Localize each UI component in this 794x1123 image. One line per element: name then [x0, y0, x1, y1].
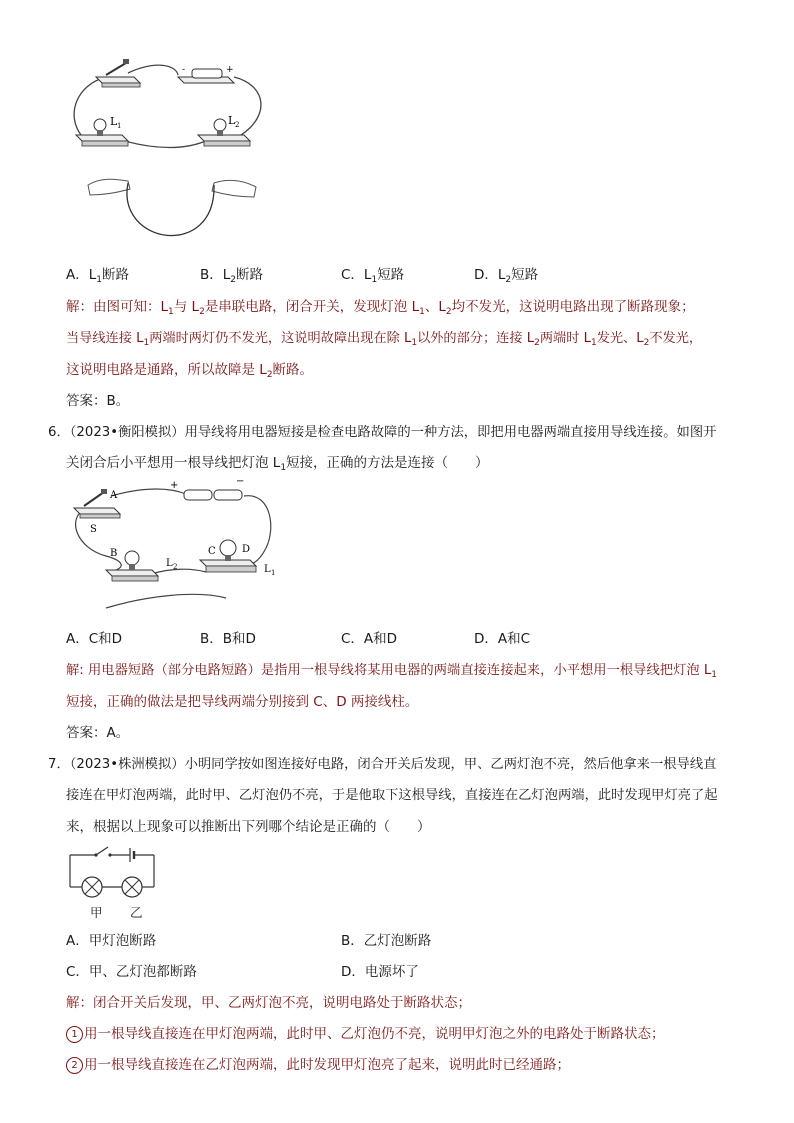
q7-solution-line1: 解：闭合开关后发现，甲、乙两灯泡不亮，说明电路处于断路状态；	[66, 995, 471, 1011]
l1-label: L	[264, 564, 271, 575]
battery-minus-label: −	[236, 478, 245, 487]
q5-solution-line2: 当导线连接 $L_1$两端时两灯仍不发光，这说明故障出现在除 $L_1$以外的部分；连接 $L_2$两端时 $L_1$发光、$L_2$不发光，	[66, 331, 703, 348]
l2-label: L	[166, 558, 173, 569]
bulb-yi-icon	[122, 877, 142, 897]
switch-s-label: S	[90, 524, 97, 535]
l1-label: L	[110, 115, 118, 128]
q7-stem-line3: 来，根据以上现象可以推断出下列哪个结论是正确的（ ）	[66, 819, 431, 835]
q5-option-b: B．$L_2$断路	[200, 267, 264, 285]
battery-icon	[170, 478, 244, 500]
bulb-jia-label: 甲	[90, 905, 103, 920]
q5-option-d: D．$L_2$短路	[474, 267, 539, 285]
battery-plus-label: +	[226, 65, 234, 75]
bulb-yi-label: 乙	[130, 905, 143, 920]
q5-solution-line1: 解：由图可知：$L_1$与 $L_2$是串联电路，闭合开关，发现灯泡 $L_1$、$L_2$均不发光，这说明电路出现了断路现象；	[66, 299, 695, 317]
switch-icon	[96, 59, 140, 87]
q6-solution-line2: 短接，正确的做法是把导线两端分别接到 C、D 两接线柱。	[66, 694, 419, 710]
node-b-label: B	[110, 548, 118, 559]
bulb-l1-icon	[200, 540, 275, 577]
l1-sub: 1	[117, 122, 122, 130]
q6-stem-line2: 关闭合后小平想用一根导线把灯泡 $L_1$短接，正确的方法是连接（ ）	[66, 455, 489, 473]
battery-minus-label: -	[182, 65, 186, 75]
bulb-l2-icon	[198, 114, 250, 146]
switch-icon	[96, 847, 108, 855]
q7-stem-line2: 接连在甲灯泡两端，此时甲、乙灯泡仍不亮，于是他取下这根导线，直接连在乙灯泡两端，此时发现甲灯亮了起	[66, 788, 718, 803]
circled-number-2: 2	[66, 1057, 83, 1074]
q5-answer: 答案：B。	[66, 393, 130, 409]
q7-option-a: A．甲灯泡断路	[66, 933, 157, 949]
q7-option-d: D．电源坏了	[341, 964, 419, 980]
q7-stem-line1: 7．（2023•株洲模拟）小明同学按如图连接好电路，闭合开关后发现，甲、乙两灯泡不亮，然后他拿来一根导线直	[48, 757, 717, 772]
hands-with-wire-icon	[88, 179, 256, 235]
q7-option-b: B．乙灯泡断路	[341, 933, 432, 949]
bulb-jia-icon	[82, 877, 102, 897]
q6-option-b: B．B和D	[200, 631, 256, 647]
q5-solution-line3: 这说明电路是通路，所以故障是 $L_2$断路。	[66, 362, 314, 380]
q6-stem-line1: 6．（2023•衡阳模拟）用导线将用电器短接是检查电路故障的一种方法，即把用电器两端直接用导线连接。如图开	[48, 425, 717, 440]
l2-sub: 2	[235, 121, 240, 129]
q6-option-d: D．A和C	[474, 631, 531, 647]
q7-circuit-figure	[66, 843, 166, 921]
l2-label: L	[228, 114, 236, 127]
q6-option-c: C．A和D	[341, 631, 398, 647]
q7-option-c: C．甲、乙灯泡都断路	[66, 964, 197, 980]
node-c-label: C	[208, 546, 216, 557]
node-a-label: A	[110, 490, 118, 501]
switch-icon	[74, 489, 120, 535]
q6-option-a: A．C和D	[66, 631, 123, 647]
q5-circuit-figure	[66, 55, 276, 255]
q7-solution-line3: 2 用一根导线直接连在乙灯泡两端，此时发现甲灯泡亮了起来，说明此时已经通路；	[66, 1053, 570, 1074]
q6-answer: 答案：A。	[66, 725, 130, 741]
bulb-l1-icon	[76, 115, 128, 146]
q5-option-c: C．$L_1$短路	[341, 267, 405, 285]
circled-number-1: 1	[66, 1026, 83, 1043]
q7-solution-line2: 1 用一根导线直接连在甲灯泡两端，此时甲、乙灯泡仍不亮，说明甲灯泡之外的电路处于断路状态；	[66, 1022, 665, 1043]
q6-circuit-figure	[66, 478, 290, 612]
l2-sub: 2	[173, 563, 178, 571]
q5-option-a: A．$L_1$断路	[66, 267, 129, 285]
bulb-l2-icon	[106, 548, 177, 581]
node-d-label: D	[242, 544, 251, 555]
battery-icon	[178, 65, 234, 83]
q6-solution-line1: 解: 用电器短路（部分电路短路）是指用一根导线将某用电器的两端直接连接起来，小平想用一根导线把灯泡 $L_1$	[66, 663, 718, 680]
battery-plus-label: +	[170, 480, 179, 491]
battery-icon	[130, 848, 134, 862]
l1-sub: 1	[271, 569, 276, 577]
